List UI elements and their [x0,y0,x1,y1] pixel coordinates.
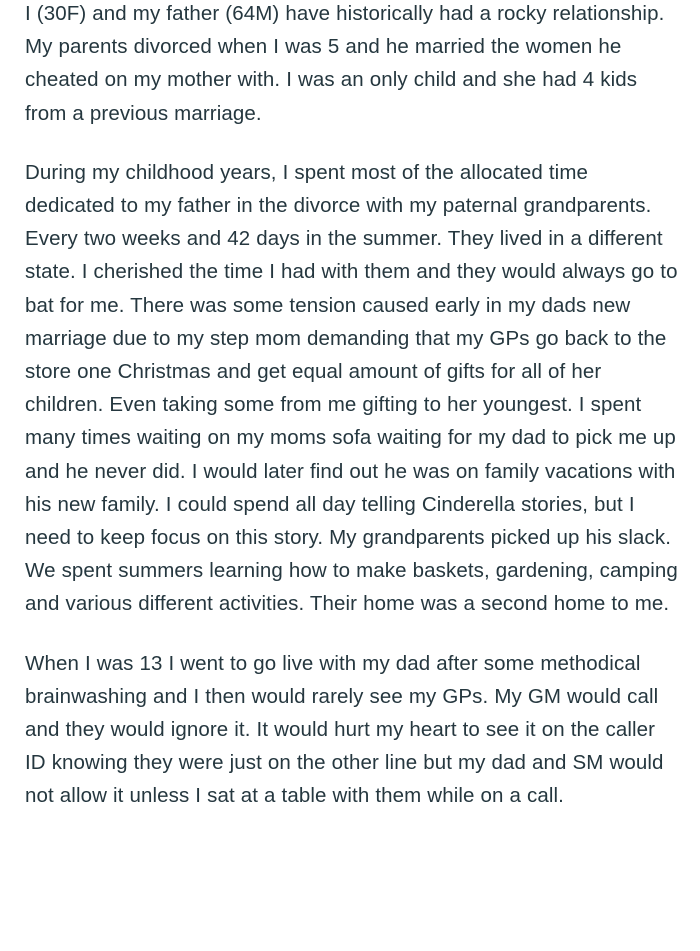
post-paragraph-2: During my childhood years, I spent most of the allocated time dedicated to my father in the divorce with my paternal grandparents. Every two weeks and 42 days in the summer. They lived in a different state. I cherished the time I had with them and they would always go to bat for me. There was some tension caused early in my dads new marriage due to my step mom demanding that my GPs go back to the store one Christmas and get equal amount of gifts for all of her children. Even taking some from me gifting to her youngest. I spent many times waiting on my moms sofa waiting for my dad to pick me up and he never did. I would later find out he was on family vacations with his new family. I could spend all day telling Cinderella stories, but I need to keep focus on this story. My grandparents picked up his slack. We spent summers learning how to make baskets, gardening, camping and various different activities. Their home was a second home to me. [25,160,678,616]
post-paragraph-3: When I was 13 I went to go live with my dad after some methodical brainwashing and I then would rarely see my GPs. My GM would call and they would ignore it. It would hurt my heart to see it on the caller ID knowing they were just on the other line but my dad and SM would not allow it unless I sat at a table with them while on a call. [25,651,664,808]
post-paragraph-1: I (30F) and my father (64M) have historically had a rocky relationship. My parents divorced when I was 5 and he married the women he cheated on my mother with. I was an only child and she had 4 kids from a previous marriage. [25,2,665,125]
